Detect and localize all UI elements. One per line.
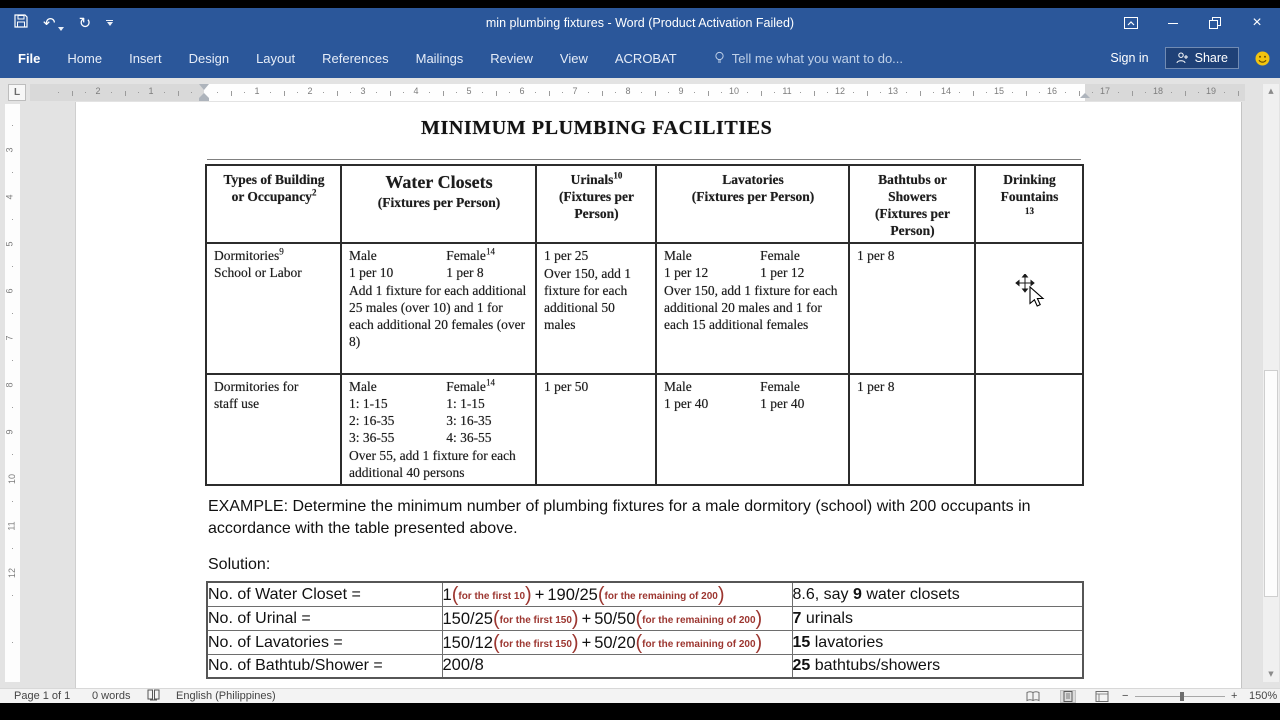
window-title: min plumbing fixtures - Word (Product Activation Failed) <box>485 16 795 30</box>
sign-in-button[interactable]: Sign in <box>1110 51 1149 65</box>
document-heading: MINIMUM PLUMBING FACILITIES <box>421 117 773 139</box>
zoom-in-button[interactable]: + <box>1231 690 1238 702</box>
close-button[interactable] <box>1236 8 1278 38</box>
solution-row-water-closet: No. of Water Closet = 1(for the first 10) + 190/25(for the remaining of 200) 8.6, say 9 water closets <box>207 582 1083 607</box>
cell-water-closets-2: Male Female$^{14}$ 1: 1-15 1: 1-15 2: 16-35 3: 16-35 3: 36-55 4: 36-55 Over 55, add 1 fixture for each additional 40 persons <box>341 374 536 485</box>
header-drinking-fountains: Drinking Fountains 13 <box>975 165 1083 243</box>
redo-icon[interactable]: ↻ <box>78 13 92 32</box>
quick-access-toolbar <box>14 8 113 38</box>
minimize-button[interactable] <box>1152 8 1194 38</box>
first-line-indent-marker[interactable] <box>199 84 209 90</box>
tab-stop-selector[interactable]: L <box>8 84 26 101</box>
table-header-row <box>206 165 1083 243</box>
restore-button[interactable] <box>1194 8 1236 38</box>
undo-dropdown-icon[interactable] <box>58 27 64 31</box>
vertical-ruler[interactable]: 3 4 5 6 7 8 9 10 11 12 <box>5 104 20 682</box>
scrollbar-thumb[interactable] <box>1264 370 1278 597</box>
tab-insert[interactable]: Insert <box>129 50 162 66</box>
title-bar <box>0 8 1280 38</box>
print-layout-button[interactable] <box>1061 691 1075 702</box>
customize-qat-button[interactable] <box>106 20 113 26</box>
share-label: Share <box>1194 51 1228 65</box>
tab-mailings[interactable]: Mailings <box>415 50 464 66</box>
tab-references[interactable]: References <box>322 50 389 66</box>
zoom-out-button[interactable]: − <box>1122 690 1129 702</box>
zoom-slider-thumb[interactable] <box>1180 692 1184 701</box>
web-layout-button[interactable] <box>1095 691 1109 702</box>
cell-water-closets-1: Male Female$^{14}$ 1 per 10 1 per 8 Add 1 fixture for each additional 25 males (over 10) and 1 for each additional 20 females (over 8) <box>341 243 536 374</box>
horizontal-ruler[interactable]: 1 2 1 2 3 4 5 6 7 8 9 10 11 12 13 14 15 16 17 18 19 <box>30 84 1245 101</box>
save-icon[interactable] <box>14 14 28 33</box>
scroll-up-icon[interactable]: ▲ <box>1268 87 1274 95</box>
ribbon-display-icon <box>1124 17 1138 29</box>
tab-acrobat[interactable]: ACROBAT <box>614 50 677 66</box>
cell-lavatories-2: Male Female 1 per 40 1 per 40 <box>656 374 849 485</box>
cell-urinals-2: 1 per 50 <box>536 374 656 485</box>
undo-icon: ↶ <box>43 13 56 32</box>
undo-button[interactable] <box>43 13 64 32</box>
solution-label: Solution: <box>208 556 271 573</box>
read-mode-button[interactable] <box>1026 691 1040 702</box>
left-indent-marker[interactable] <box>199 98 209 101</box>
cell-occupancy-1: Dormitories$^9$ School or Labor <box>206 243 341 374</box>
close-icon: × <box>1252 14 1262 31</box>
tab-view[interactable]: View <box>559 50 588 66</box>
ribbon-tab-row <box>0 38 1280 78</box>
cell-lavatories-1: Male Female 1 per 12 1 per 12 Over 150, add 1 fixture for each additional 20 males and 1 for each 15 additional females <box>656 243 849 374</box>
tell-me-label: Tell me what you want to do... <box>731 50 904 66</box>
share-person-icon <box>1176 52 1189 64</box>
header-water-closets: Water Closets (Fixtures per Person) <box>341 165 536 243</box>
cell-urinals-1: 1 per 25 Over 150, add 1 fixture for each additional 50 males <box>536 243 656 374</box>
word-count[interactable]: 0 words <box>92 690 131 702</box>
tell-me-box[interactable] <box>714 51 903 66</box>
share-button[interactable] <box>1165 47 1239 69</box>
table-row-dormitories-staff <box>206 374 1083 485</box>
restore-icon <box>1209 17 1221 29</box>
zoom-level[interactable]: 150% <box>1249 690 1278 702</box>
account-cluster <box>1110 47 1270 69</box>
solution-row-urinal: No. of Urinal = 150/25(for the first 150) + 50/50(for the remaining of 200) 7 urinals <box>207 607 1083 631</box>
tab-review[interactable]: Review <box>490 50 533 66</box>
lightbulb-icon <box>714 51 725 65</box>
letterbox-bottom <box>0 703 1280 720</box>
header-bathtubs-showers: Bathtubs or Showers (Fixtures per Person) <box>849 165 975 243</box>
customize-qat-bar <box>106 20 113 21</box>
vertical-scrollbar[interactable] <box>1262 84 1279 682</box>
status-bar <box>0 688 1280 703</box>
language-indicator[interactable]: English (Philippines) <box>176 690 276 702</box>
document-page[interactable] <box>75 102 1242 688</box>
example-paragraph: EXAMPLE: Determine the minimum number of plumbing fixtures for a male dormitory (school) with 200 occupants in accordance with the table presented above. <box>208 498 1031 537</box>
tab-file[interactable]: File <box>18 50 41 66</box>
header-urinals: Urinals$^{10}$ (Fixtures per Person) <box>536 165 656 243</box>
ribbon-display-options-button[interactable] <box>1110 8 1152 38</box>
proofing-status-icon[interactable] <box>147 689 160 703</box>
letterbox-top <box>0 0 1280 8</box>
header-lavatories: Lavatories (Fixtures per Person) <box>656 165 849 243</box>
page-indicator[interactable]: Page 1 of 1 <box>14 690 71 702</box>
solution-row-bathtub-shower: No. of Bathtub/Shower = 200/8 25 bathtubs/showers <box>207 655 1083 678</box>
window-controls <box>1110 8 1278 38</box>
right-indent-marker[interactable] <box>1080 93 1090 98</box>
customize-qat-caret-icon <box>107 22 113 26</box>
cell-occupancy-2: Dormitories for staff use <box>206 374 341 485</box>
tab-home[interactable]: Home <box>67 50 103 66</box>
header-types-of-building: Types of Building or Occupancy$^2$ <box>206 165 341 243</box>
cell-bathtubs-1: 1 per 8 <box>849 243 975 374</box>
tab-layout[interactable]: Layout <box>256 50 296 66</box>
plumbing-facilities-table <box>205 159 1083 486</box>
solution-row-lavatories: No. of Lavatories = 150/12(for the first 150) + 50/20(for the remaining of 200) 15 lavatories <box>207 631 1083 655</box>
cell-bathtubs-2: 1 per 8 <box>849 374 975 485</box>
scroll-down-icon[interactable]: ▼ <box>1268 670 1274 678</box>
document-workspace <box>0 78 1280 688</box>
tab-design[interactable]: Design <box>188 50 230 66</box>
cell-fountains-2 <box>975 374 1083 485</box>
smiley-feedback-icon[interactable] <box>1255 51 1270 66</box>
scan-artifact-line <box>207 159 1081 160</box>
solution-table <box>206 581 1084 679</box>
minimize-icon <box>1168 23 1178 24</box>
cell-fountains-1 <box>975 243 1083 374</box>
table-row-dormitories-school <box>206 243 1083 374</box>
